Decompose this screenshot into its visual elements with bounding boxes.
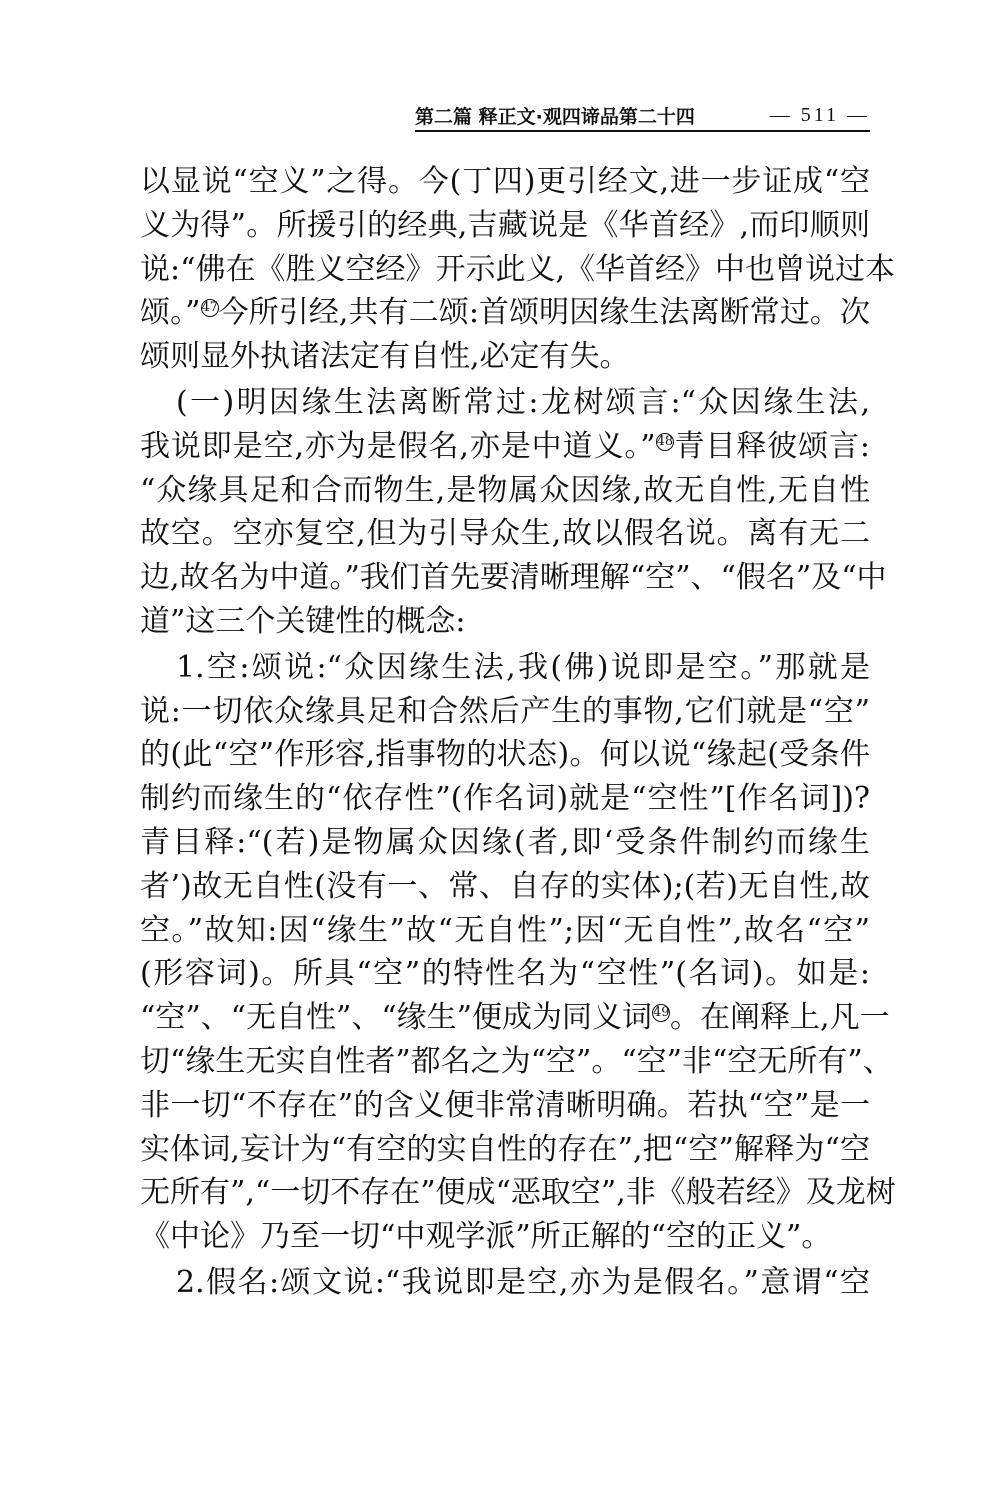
text-line	[140, 646, 870, 690]
text-segment: 无所有”,“一切不存在”便成“恶取空”,非《般若经》及龙树	[140, 1175, 896, 1211]
text-line	[140, 512, 870, 556]
text-line	[140, 1215, 870, 1259]
text-line	[140, 556, 887, 600]
text-segment: 2.假名:颂文说:“我说即是空,亦为是假名。”意谓“空	[176, 1264, 870, 1300]
text-line	[140, 600, 870, 644]
text-segment: (一)明因缘生法离断常过:龙树颂言:“众因缘生法,	[176, 384, 870, 420]
text-line	[140, 1261, 870, 1305]
paragraph	[140, 160, 895, 379]
text-line	[140, 335, 870, 379]
text-line	[140, 865, 870, 909]
text-segment: 边,故名为中道。”我们首先要清晰理解“空”、“假名”及“中	[140, 560, 887, 596]
page-number: — 511 —	[769, 103, 870, 126]
text-segment: 颂则显外执诸法定有自性,必定有失。	[140, 339, 630, 375]
text-segment: 《中论》乃至一切“中观学派”所正解的“空的正义”。	[140, 1219, 832, 1255]
text-segment: 制约而缘生的“依存性”(作名词)就是“空性”[作名词])?	[140, 781, 870, 817]
text-segment: “众缘具足和合而物生,是物属众因缘,故无自性,无自性	[140, 472, 870, 508]
footnote-marker: 48	[656, 433, 674, 449]
text-line	[140, 469, 870, 513]
text-segment: 空。”故知:因“缘生”故“无自性”;因“无自性”,故名“空”	[140, 912, 870, 948]
text-line	[140, 733, 870, 777]
text-segment: “空”、“无自性”、“缘生”便成为同义词	[140, 1000, 653, 1036]
text-line	[140, 1128, 870, 1172]
text-segment: 说:一切依众缘具足和合然后产生的事物,它们就是“空”	[140, 693, 870, 729]
text-line	[140, 381, 870, 425]
text-line	[140, 909, 870, 953]
paragraph	[140, 1261, 870, 1305]
header-title: 第二篇 释正文·观四谛品第二十四	[415, 105, 695, 128]
footnote-marker: 47	[201, 300, 219, 316]
body-text	[140, 160, 896, 1307]
text-line	[140, 1171, 896, 1215]
text-segment: 道”这三个关键性的概念:	[140, 603, 466, 639]
text-line	[140, 821, 870, 865]
text-line	[140, 291, 870, 335]
text-segment: 我说即是空,亦为是假名,亦是中道义。”	[140, 428, 656, 464]
text-line	[140, 690, 870, 734]
text-segment: 。在阐释上,凡一	[670, 1000, 890, 1036]
text-line	[140, 952, 870, 996]
text-segment: (形容词)。所具“空”的特性名为“空性”(名词)。如是:	[140, 956, 870, 992]
text-line	[140, 777, 870, 821]
text-segment: 说:“佛在《胜义空经》开示此义,《华首经》中也曾说过本	[140, 251, 895, 287]
text-segment: 切“缘生无实自性者”都名之为“空”。“空”非“空无所有”、	[140, 1043, 893, 1079]
text-segment: 者’)故无自性(没有一、常、自存的实体);(若)无自性,故	[140, 868, 870, 904]
text-line	[140, 204, 870, 248]
text-segment: 今所引经,共有二颂:首颂明因缘生法离断常过。次	[218, 295, 870, 331]
text-segment: 故空。空亦复空,但为引导众生,故以假名说。离有无二	[140, 516, 870, 552]
text-segment: 颂。”	[140, 295, 201, 331]
text-line	[140, 996, 890, 1040]
footnote-marker: 49	[653, 1005, 670, 1021]
text-segment: 青目释彼颂言:	[673, 428, 870, 464]
text-line	[140, 160, 870, 204]
paragraph	[140, 646, 896, 1259]
text-segment: 的(此“空”作形容,指事物的状态)。何以说“缘起(受条件	[140, 737, 870, 773]
text-segment: 非一切“不存在”的含义便非常清晰明确。若执“空”是一	[140, 1087, 870, 1123]
text-segment: 义为得”。所援引的经典,吉藏说是《华首经》,而印顺则	[140, 207, 870, 243]
text-segment: 实体词,妄计为“有空的实自性的存在”,把“空”解释为“空	[140, 1131, 870, 1167]
text-segment: 1.空:颂说:“众因缘生法,我(佛)说即是空。”那就是	[176, 649, 870, 685]
text-segment: 青目释:“(若)是物属众因缘(者,即‘受条件制约而缘生	[140, 824, 870, 860]
text-line	[140, 1040, 893, 1084]
text-line	[140, 1084, 870, 1128]
text-segment: 以显说“空义”之得。今(丁四)更引经文,进一步证成“空	[140, 164, 870, 199]
text-line	[140, 248, 895, 292]
paragraph	[140, 381, 887, 644]
running-header	[415, 100, 870, 132]
text-line	[140, 425, 870, 469]
